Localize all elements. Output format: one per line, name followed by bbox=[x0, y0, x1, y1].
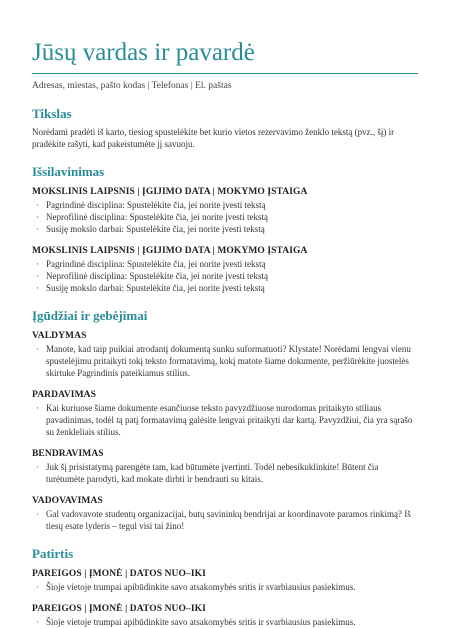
list-item[interactable]: · Šioje vietoje trumpai apibūdinkite savo atsakomybės sritis ir svarbiausius pasiekimus. bbox=[32, 616, 418, 628]
experience-entry-heading[interactable]: PAREIGOS | ĮMONĖ | DATOS NUO–IKI bbox=[32, 604, 206, 614]
list-item[interactable]: · Juk šį prisistatymą parengėte tam, kad būtumėte įvertinti. Todėl nebesikuklinkite! Būtent čia turėtumėte parodyti, kad mokate dirbti ir bendrauti su kitais. bbox=[32, 461, 418, 485]
section-title-education: Išsilavinimas bbox=[32, 164, 105, 179]
education-entry-bullets bbox=[32, 258, 418, 294]
section-title-objective: Tikslas bbox=[32, 106, 72, 121]
resume-name[interactable]: Jūsų vardas ir pavardė bbox=[32, 39, 255, 66]
experience-entry-bullets bbox=[32, 581, 418, 593]
list-item[interactable]: · Pagrindinė disciplina: Spustelėkite čia, jei norite įvesti tekstą bbox=[32, 199, 418, 211]
education-list bbox=[32, 186, 418, 294]
list-item[interactable]: · Manote, kad taip puikiai atrodantį dokumentą sunku suformatuoti? Klystate! Norėdami lengvai vienu spustelėjimu pritaikyti tokį teksto formatavimą, kokį matote šiame dokumente, peržiūrėkite juostelės skirtuke Pagrindinis pateikiamus stilius. bbox=[32, 343, 418, 379]
education-entry-heading[interactable]: MOKSLINIS LAIPSNIS | ĮGIJIMO DATA | MOKYMO ĮSTAIGA bbox=[32, 187, 308, 197]
list-item[interactable]: · Neprofilinė disciplina: Spustelėkite čia, jei norite įvesti tekstą bbox=[32, 211, 418, 223]
list-item[interactable]: · Kai kuriuose šiame dokumente esančiuose teksto pavyzdžiuose nurodomas pritaikyto stiliaus pavadinimas, todėl tą patį formatavimą galėsite lengvai pritaikyti dar kartą. Pavyzdžiui, čia yra sąrašo su ženkleliais stilius. bbox=[32, 402, 418, 438]
objective-text[interactable]: Norėdami pradėti iš karto, tiesiog spustelėkite bet kurio vietos rezervavimo ženklo tekstą (pvz., šį) ir pradėkite rašyti, kad pakeistumėte jį savuoju. bbox=[32, 127, 395, 149]
skill-heading-communication[interactable]: BENDRAVIMAS bbox=[32, 449, 104, 459]
skill-heading-leadership[interactable]: VADOVAVIMAS bbox=[32, 496, 103, 506]
experience-entry-bullets bbox=[32, 616, 418, 628]
list-item[interactable]: · Gal vadovavote studentų organizacijai, butų savininkų bendrijai ar koordinavote paramos rinkimą? Iš tiesų esate lyderis – tegul visi tai žino! bbox=[32, 508, 418, 532]
education-entry-heading[interactable]: MOKSLINIS LAIPSNIS | ĮGIJIMO DATA | MOKYMO ĮSTAIGA bbox=[32, 246, 308, 256]
experience-entry-heading[interactable]: PAREIGOS | ĮMONĖ | DATOS NUO–IKI bbox=[32, 569, 206, 579]
skill-bullets bbox=[32, 508, 418, 532]
list-item[interactable]: · Pagrindinė disciplina: Spustelėkite čia, jei norite įvesti tekstą bbox=[32, 258, 418, 270]
skills-list bbox=[32, 330, 418, 532]
title-divider bbox=[32, 73, 418, 74]
skill-bullets bbox=[32, 461, 418, 485]
list-item[interactable]: · Susiję mokslo darbai: Spustelėkite čia, jei norite įvesti tekstą bbox=[32, 282, 418, 294]
experience-list bbox=[32, 568, 418, 628]
skill-bullets bbox=[32, 343, 418, 379]
list-item[interactable]: · Šioje vietoje trumpai apibūdinkite savo atsakomybės sritis ir svarbiausius pasiekimus. bbox=[32, 581, 418, 593]
skill-heading-management[interactable]: VALDYMAS bbox=[32, 331, 87, 341]
section-title-skills: Įgūdžiai ir gebėjimai bbox=[32, 308, 148, 323]
education-entry-bullets bbox=[32, 199, 418, 235]
section-title-experience: Patirtis bbox=[32, 546, 74, 561]
skill-bullets bbox=[32, 402, 418, 438]
list-item[interactable]: · Neprofilinė disciplina: Spustelėkite čia, jei norite įvesti tekstą bbox=[32, 270, 418, 282]
contact-line[interactable]: Adresas, miestas, pašto kodas | Telefonas | El. paštas bbox=[32, 81, 232, 91]
skill-heading-sales[interactable]: PARDAVIMAS bbox=[32, 390, 96, 400]
list-item[interactable]: · Susiję mokslo darbai: Spustelėkite čia, jei norite įvesti tekstą bbox=[32, 223, 418, 235]
